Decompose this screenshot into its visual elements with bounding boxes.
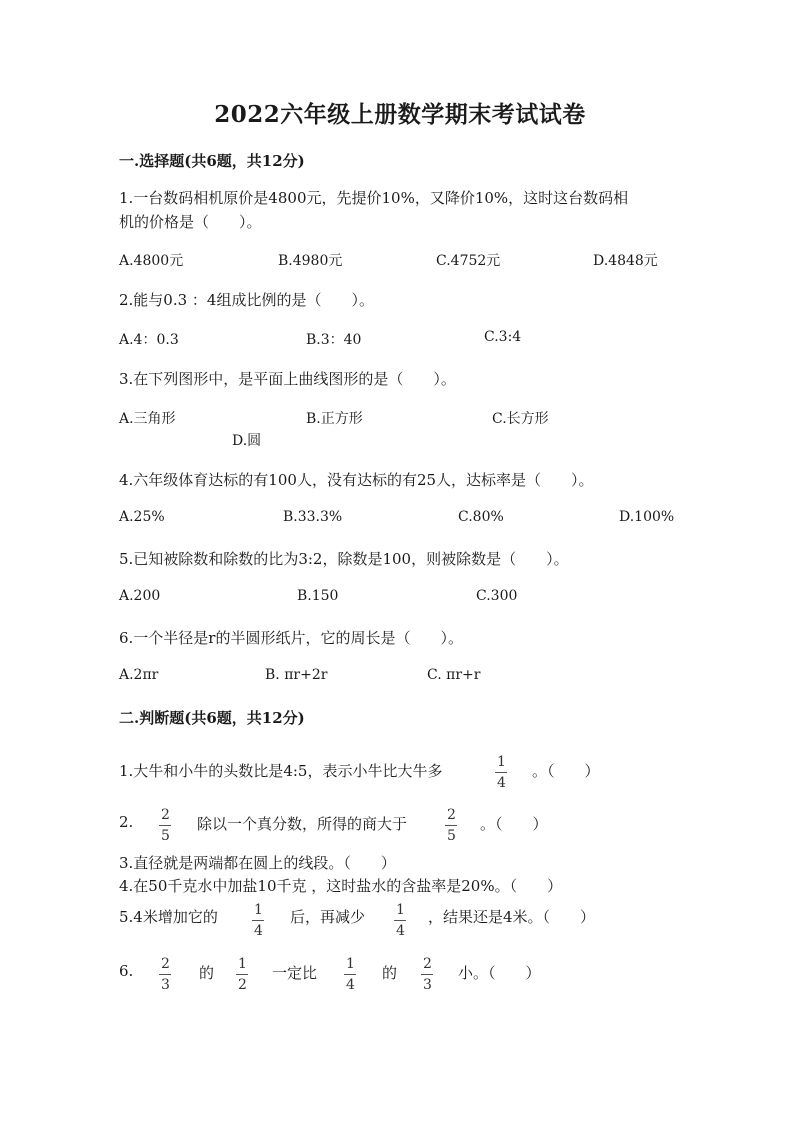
q3-option-d: D.圆 [232,433,262,449]
judge-4: 4.在50千克水中加盐10千克 ，这时盐水的含盐率是20%。（ ） [119,877,563,895]
judge-1-text: 1.大牛和小牛的头数比是4:5，表示小牛比大牛多 [119,762,443,780]
fraction-numerator: 2 [161,956,170,972]
section-heading-judgement: 二.判断题(共6题，共12分) [119,709,305,727]
judge-6-after: 小。（ ） [458,964,541,982]
fraction-denominator: 4 [346,977,355,993]
judge-5-after: ，结果还是4米。（ ） [428,908,596,926]
q1-option-d: D.4848元 [593,253,658,269]
judge-5-fraction-1 [252,903,265,938]
q5-option-c: C.300 [476,588,518,604]
fraction-numerator: 1 [396,902,405,918]
judge-2-label: 2. [119,813,134,831]
fraction-denominator: 4 [254,923,263,939]
fraction-denominator: 5 [161,828,170,844]
q3-option-c: C.长方形 [492,411,549,427]
q4-option-d: D.100% [619,509,675,525]
judge-2-bracket: 。（ ） [480,815,548,833]
q3-option-b: B.正方形 [306,411,363,427]
fraction-numerator: 1 [238,956,247,972]
judge-6-label: 6. [119,962,134,980]
judge-2-text: 除以一个真分数，所得的商大于 [197,815,408,833]
q2-option-a: A.4：0.3 [119,332,179,348]
fraction-numerator: 1 [254,902,263,918]
question-5: 5.已知被除数和除数的比为3:2，除数是100，则被除数是（ ）。 [119,550,569,568]
fraction-numerator: 2 [447,807,456,823]
question-4: 4.六年级体育达标的有100人，没有达标的有25人，达标率是（ ）。 [119,471,594,489]
judge-6-word-3: 的 [382,964,398,982]
fraction-denominator: 4 [497,775,506,791]
fraction-denominator: 3 [161,977,170,993]
q3-option-a: A.三角形 [119,411,176,427]
judge-6-fraction-4 [421,957,434,992]
fraction-numerator: 2 [161,807,170,823]
judge-5-text: 5.4米增加它的 [119,908,218,926]
fraction-denominator: 2 [238,977,247,993]
q1-option-c: C.4752元 [436,253,501,269]
page-title: 2022六年级上册数学期末考试试卷 [214,101,586,128]
q5-option-a: A.200 [119,588,161,604]
q4-option-c: C.80% [458,509,504,525]
judge-6-fraction-2 [236,957,249,992]
q4-option-a: A.25% [119,509,165,525]
question-1-line-1: 1.一台数码相机原价是4800元，先提价10%，又降价10%，这时这台数码相 [119,189,629,207]
judge-6-fraction-1 [159,957,172,992]
fraction-denominator: 3 [423,977,432,993]
q6-option-a: A.2πr [119,667,159,683]
q4-option-b: B.33.3% [283,509,343,525]
question-1-line-2: 机的价格是（ ）。 [119,213,262,231]
judge-3: 3.直径就是两端都在圆上的线段。（ ） [119,854,396,872]
q2-option-b: B.3：40 [306,332,362,348]
q6-option-c: C. πr+r [427,667,481,683]
judge-5-fraction-2 [394,903,407,938]
question-3: 3.在下列图形中，是平面上曲线图形的是（ ）。 [119,370,456,388]
section-heading-choice: 一.选择题(共6题，共12分) [119,152,305,170]
question-6: 6.一个半径是r的半圆形纸片，它的周长是（ ）。 [119,629,463,647]
question-2: 2.能与0.3 ：4组成比例的是（ ）。 [119,291,374,309]
judge-2-fraction-1 [159,808,172,843]
judge-5-middle: 后，再减少 [290,908,366,926]
fraction-denominator: 5 [447,828,456,844]
judge-6-fraction-3 [344,957,357,992]
fraction-denominator: 4 [396,923,405,939]
fraction-numerator: 1 [497,754,506,770]
q1-option-a: A.4800元 [119,253,184,269]
judge-6-word-2: 一定比 [272,964,318,982]
judge-6-word-1: 的 [199,964,215,982]
judge-1-fraction [495,755,508,790]
fraction-numerator: 2 [423,956,432,972]
judge-2-fraction-2 [445,808,458,843]
q5-option-b: B.150 [297,588,339,604]
q1-option-b: B.4980元 [278,253,343,269]
q2-option-c: C.3:4 [484,329,522,345]
fraction-numerator: 1 [346,956,355,972]
q6-option-b: B. πr+2r [265,667,328,683]
judge-1-bracket: 。（ ） [532,762,600,780]
